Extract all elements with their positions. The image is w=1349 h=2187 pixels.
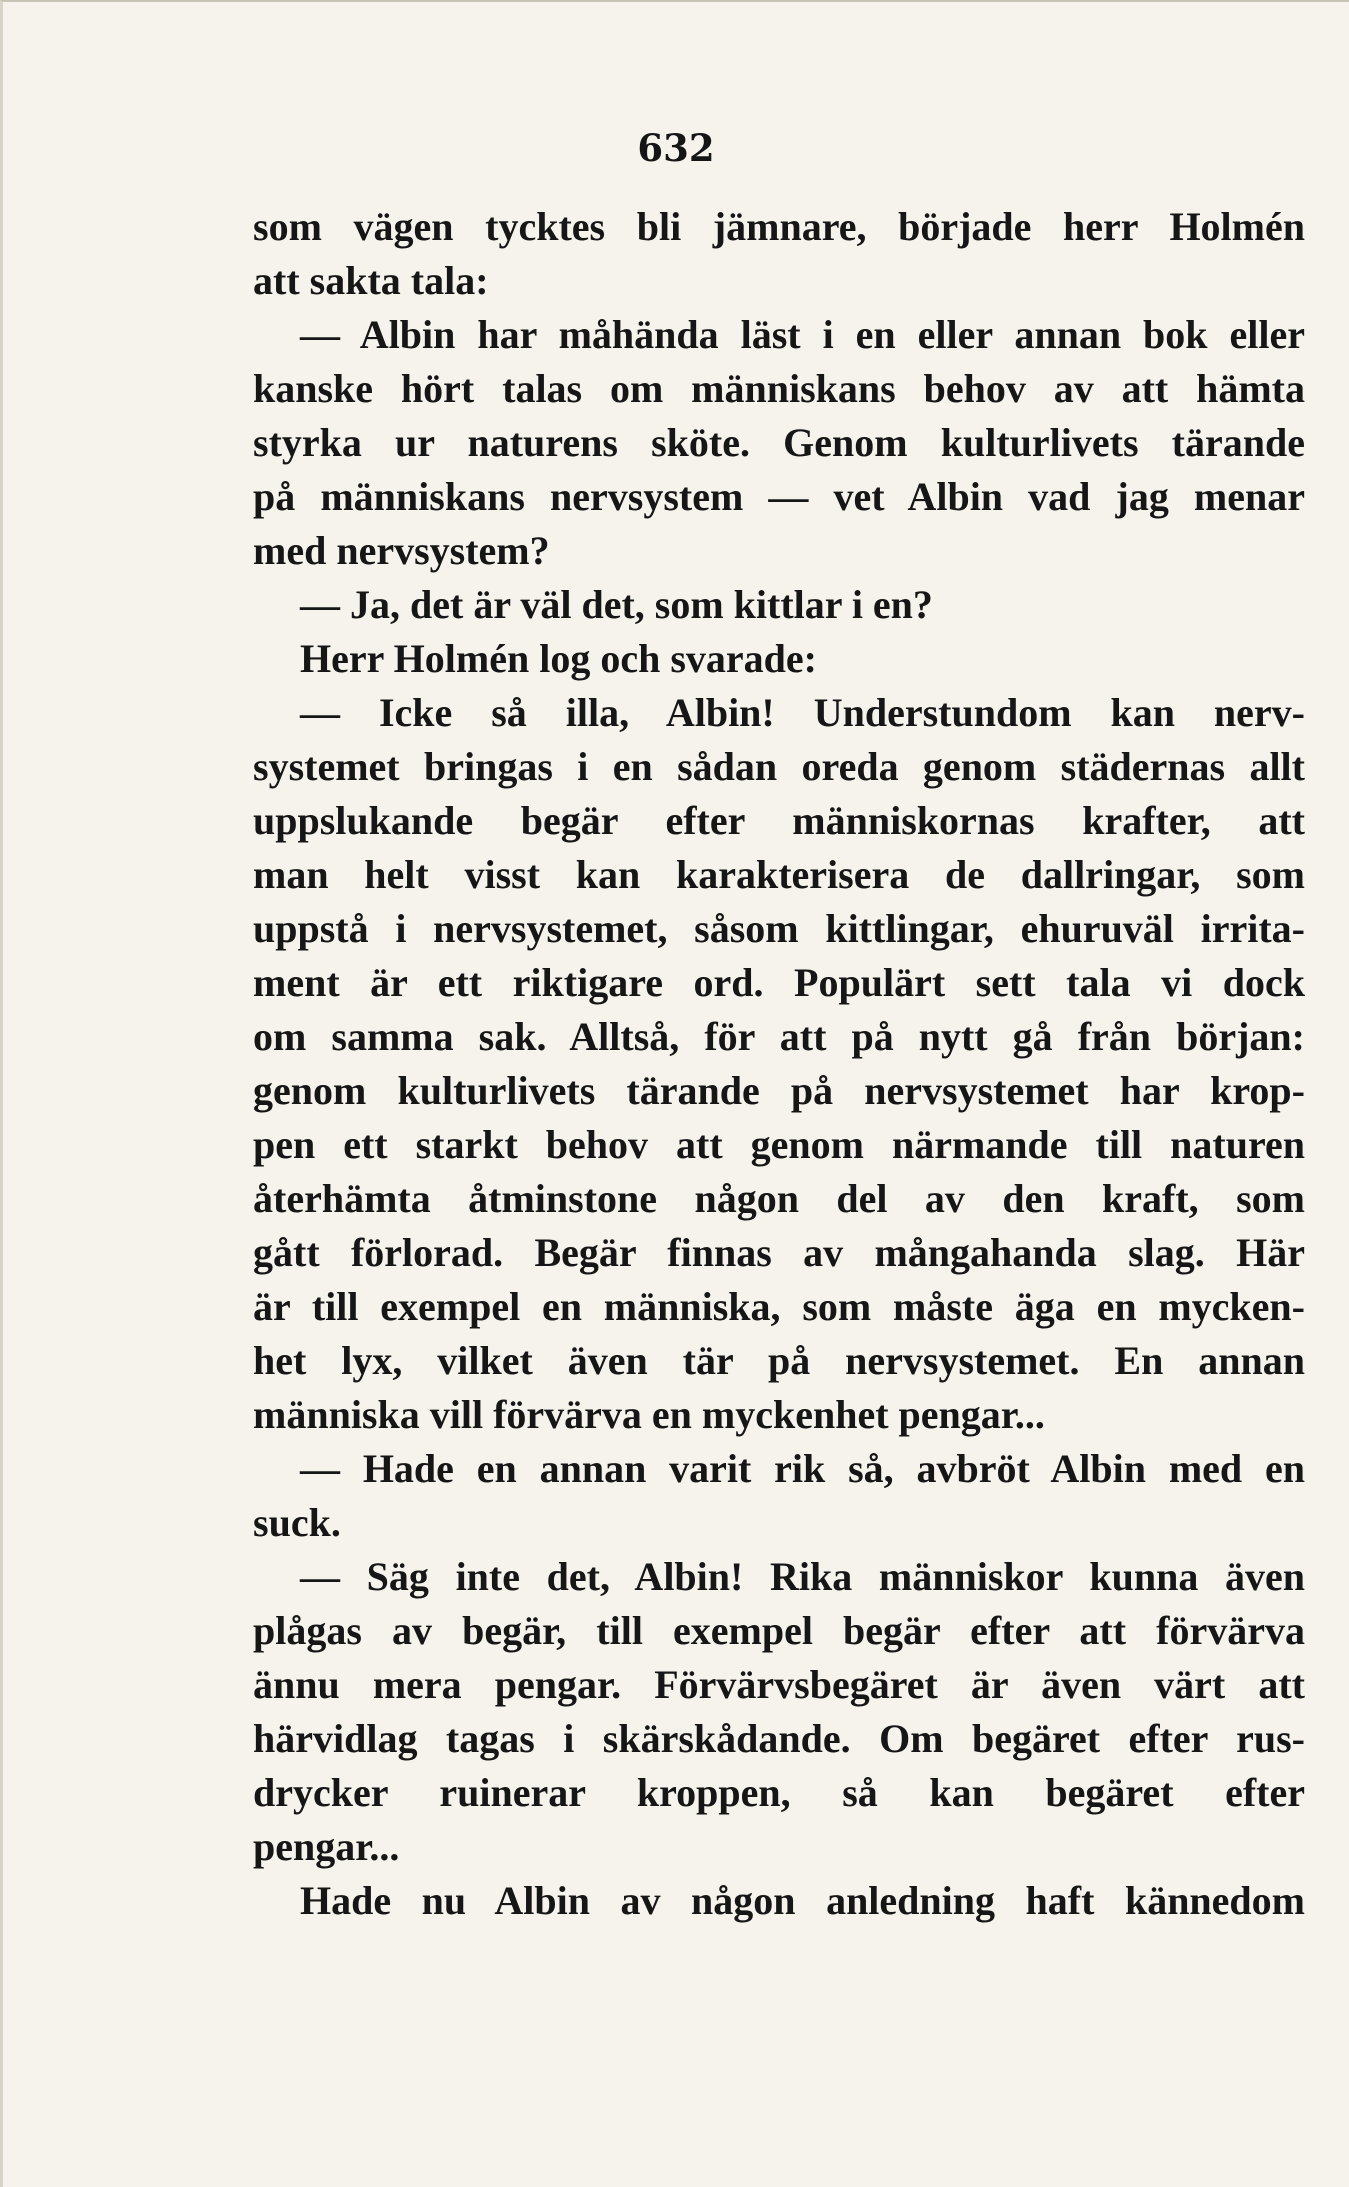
text-line: — Albin har måhända läst i en eller annan bok eller <box>300 312 1305 357</box>
body-text <box>253 200 1305 1928</box>
text-line: på människans nervsystem — vet Albin vad jag menar <box>253 474 1305 519</box>
text-line: uppstå i nervsystemet, såsom kittlingar, ehuruväl irrita- <box>253 906 1305 951</box>
text-line: kanske hört talas om människans behov av att hämta <box>253 366 1305 411</box>
text-line: härvidlag tagas i skärskådande. Om begäret efter rus- <box>253 1716 1305 1761</box>
text-line: pengar... <box>253 1824 400 1869</box>
text-line: — Hade en annan varit rik så, avbröt Albin med en <box>300 1446 1305 1491</box>
text-line: — Icke så illa, Albin! Understundom kan nerv- <box>300 690 1305 735</box>
text-line: suck. <box>253 1500 341 1545</box>
text-line: ment är ett riktigare ord. Populärt sett tala vi dock <box>253 960 1305 1005</box>
text-line: att sakta tala: <box>253 258 489 303</box>
text-line: styrka ur naturens sköte. Genom kulturlivets tärande <box>253 420 1305 465</box>
text-line: Hade nu Albin av någon anledning haft kännedom <box>300 1878 1305 1923</box>
text-line: om samma sak. Alltså, för att på nytt gå från början: <box>253 1014 1305 1059</box>
text-line: drycker ruinerar kroppen, så kan begäret efter <box>253 1770 1305 1815</box>
text-line: genom kulturlivets tärande på nervsystemet har krop- <box>253 1068 1305 1113</box>
text-line: människa vill förvärva en myckenhet pengar... <box>253 1392 1045 1437</box>
text-line: — Säg inte det, Albin! Rika människor kunna även <box>300 1554 1305 1599</box>
text-line: gått förlorad. Begär finnas av mångahanda slag. Här <box>253 1230 1305 1275</box>
text-line: het lyx, vilket även tär på nervsystemet. En annan <box>253 1338 1305 1383</box>
text-line: återhämta åtminstone någon del av den kraft, som <box>253 1176 1305 1221</box>
text-line: man helt visst kan karakterisera de dallringar, som <box>253 852 1305 897</box>
text-line: som vägen tycktes bli jämnare, började herr Holmén <box>253 204 1305 249</box>
text-line: — Ja, det är väl det, som kittlar i en? <box>300 582 933 627</box>
text-line: med nervsystem? <box>253 528 550 573</box>
text-line: uppslukande begär efter människornas krafter, att <box>253 798 1305 843</box>
text-line: pen ett starkt behov att genom närmande till naturen <box>253 1122 1305 1167</box>
text-line: plågas av begär, till exempel begär efter att förvärva <box>253 1608 1305 1653</box>
text-line: systemet bringas i en sådan oreda genom städernas allt <box>253 744 1305 789</box>
text-line: Herr Holmén log och svarade: <box>300 636 817 681</box>
text-line: ännu mera pengar. Förvärvsbegäret är även värt att <box>253 1662 1305 1707</box>
text-line: är till exempel en människa, som måste äga en mycken- <box>253 1284 1305 1329</box>
page-number: 632 <box>637 126 715 170</box>
